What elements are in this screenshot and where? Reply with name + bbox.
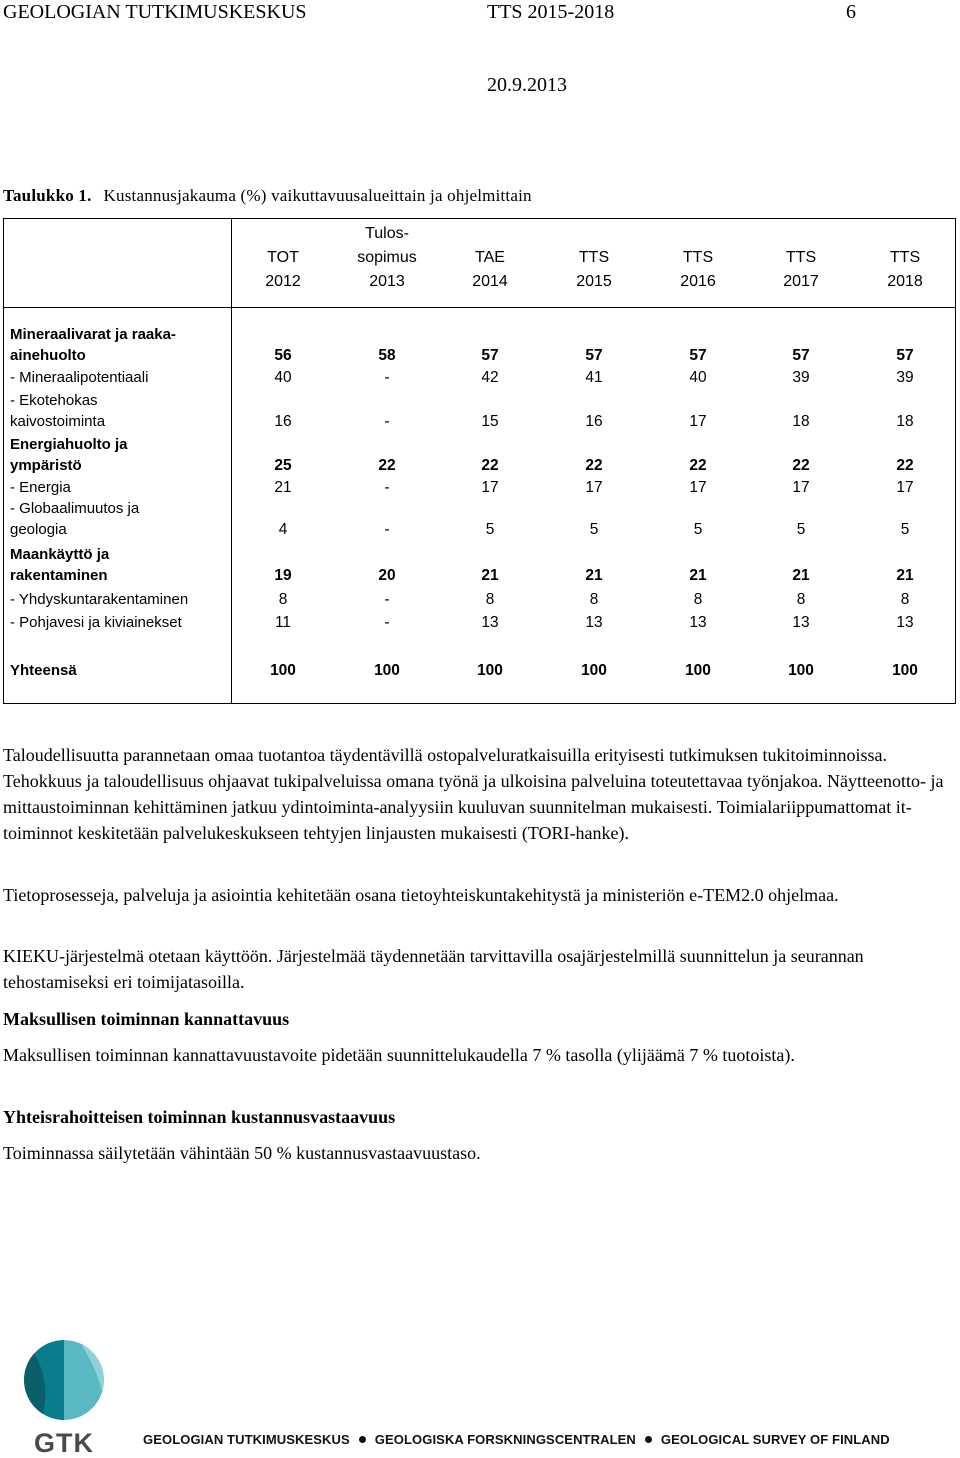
column-header-year: 2015	[576, 273, 612, 290]
row-label: - Globaalimuutos ja	[10, 500, 140, 517]
row-label: Maankäyttö ja	[10, 546, 110, 563]
table-cell: 22	[792, 457, 810, 474]
table-cell: -	[384, 479, 390, 496]
row-label: kaivostoiminta	[10, 413, 106, 430]
table-cell: 17	[689, 479, 707, 496]
row-label: - Yhdyskuntarakentaminen	[10, 591, 189, 608]
table-cell: 22	[689, 457, 707, 474]
footer-org-sv: GEOLOGISKA FORSKNINGSCENTRALEN	[374, 1432, 636, 1447]
globe-icon	[22, 1340, 106, 1420]
table-cell: 19	[274, 567, 292, 584]
row-label: - Pohjavesi ja kiviainekset	[10, 614, 182, 631]
table-cell: 5	[900, 521, 910, 538]
column-header-name: TTS	[785, 249, 817, 266]
table-cell: 5	[796, 521, 806, 538]
column-header-name: TTS	[682, 249, 714, 266]
table-cell: -	[384, 591, 390, 608]
header-org: GEOLOGIAN TUTKIMUSKESKUS	[3, 1, 307, 23]
table-cell: 100	[477, 662, 503, 679]
table-cell: 57	[896, 347, 914, 364]
column-header-name: sopimus	[357, 249, 417, 266]
table-cell: 17	[689, 413, 707, 430]
bullet-icon	[359, 1436, 366, 1443]
paragraph-paid-activity: Maksullisen toiminnan kannattavuustavoite pidetään suunnittelukaudella 7 % tasolla (ylijäämä 7 % tuotoista).	[3, 1045, 795, 1065]
paragraph-kieku: KIEKU-järjestelmä otetaan käyttöön. Järjestelmää täydennetään tarvittavilla osajärjestelmillä suunnittelun ja seurannan tehostamiseksi eri toimijatasoilla.	[3, 946, 864, 992]
heading-paid-activity: Maksullisen toiminnan kannattavuus	[3, 1009, 290, 1029]
table-cell: 22	[896, 457, 914, 474]
column-header-year: 2016	[680, 273, 716, 290]
row-label: - Energia	[10, 479, 71, 496]
table-cell: 57	[481, 347, 499, 364]
table-cell: 42	[481, 369, 499, 386]
table-cell: 21	[585, 567, 603, 584]
table-cell: 18	[792, 413, 810, 430]
column-header-name: TOT	[267, 249, 299, 266]
column-header-year: 2014	[472, 273, 508, 290]
table-cell: 17	[481, 479, 499, 496]
table-cell: 13	[689, 614, 707, 631]
table-cell: 39	[792, 369, 810, 386]
table-cell: 22	[378, 457, 396, 474]
table-cell: 21	[689, 567, 707, 584]
bullet-icon	[645, 1436, 652, 1443]
column-header-year: 2013	[369, 273, 405, 290]
table-cell: 21	[481, 567, 499, 584]
table-caption-label: Taulukko 1.	[3, 186, 92, 205]
table-caption	[3, 186, 532, 206]
column-header-line0: Tulos-	[365, 225, 409, 242]
table-cell: 5	[693, 521, 703, 538]
row-label: Mineraalivarat ja raaka-	[10, 326, 176, 343]
table-divider-horizontal	[4, 307, 955, 308]
table-cell: 21	[896, 567, 914, 584]
table-cell: 5	[589, 521, 599, 538]
header-page-number: 6	[846, 1, 856, 23]
table-cell: 8	[796, 591, 806, 608]
table-cell: 100	[581, 662, 607, 679]
table-caption-text: Kustannusjakauma (%) vaikuttavuusalueittain ja ohjelmittain	[103, 186, 532, 205]
table-cell: 21	[792, 567, 810, 584]
table-cell: 20	[378, 567, 396, 584]
paragraph-co-funded-activity: Toiminnassa säilytetään vähintään 50 % kustannusvastaavuustaso.	[3, 1143, 481, 1163]
column-header-name: TAE	[475, 249, 505, 266]
column-header-year: 2018	[887, 273, 923, 290]
table-cell: 13	[896, 614, 914, 631]
table-cell: 57	[585, 347, 603, 364]
table-cell: 21	[274, 479, 292, 496]
table-cell: -	[384, 521, 390, 538]
footer-org-fi: GEOLOGIAN TUTKIMUSKESKUS	[143, 1432, 350, 1447]
table-cell: 8	[278, 591, 288, 608]
row-label: rakentaminen	[10, 567, 108, 584]
table-cell: 40	[274, 369, 292, 386]
table-cell: 8	[485, 591, 495, 608]
table-cell: 17	[792, 479, 810, 496]
table-cell: 18	[896, 413, 914, 430]
footer-organization-names	[143, 1432, 890, 1447]
table-cell: 25	[274, 457, 292, 474]
table-cell: 56	[274, 347, 292, 364]
table-cell: 22	[585, 457, 603, 474]
column-header-year: 2017	[783, 273, 819, 290]
table-cell: -	[384, 614, 390, 631]
table-cell: 16	[274, 413, 292, 430]
table-cell: 41	[585, 369, 603, 386]
header-program: TTS 2015-2018	[487, 1, 615, 23]
table-cell: 4	[278, 521, 288, 538]
heading-co-funded-activity: Yhteisrahoitteisen toiminnan kustannusvastaavuus	[3, 1107, 396, 1127]
table-cell: 39	[896, 369, 914, 386]
svg-text:GTK: GTK	[34, 1428, 94, 1458]
row-label: Energiahuolto ja	[10, 436, 128, 453]
row-label: Yhteensä	[10, 662, 77, 679]
table-cell: 8	[693, 591, 703, 608]
table-cell: -	[384, 369, 390, 386]
table-cell: 8	[900, 591, 910, 608]
table-cell: 5	[485, 521, 495, 538]
table-cell: 100	[374, 662, 400, 679]
gtk-logo	[22, 1340, 106, 1458]
row-label: ainehuolto	[10, 347, 86, 364]
table-cell: 58	[378, 347, 396, 364]
row-label: - Ekotehokas	[10, 392, 98, 409]
table-cell: 40	[689, 369, 707, 386]
table-cell: 100	[685, 662, 711, 679]
paragraph-efficiency: Taloudellisuutta parannetaan omaa tuotantoa täydentävillä ostopalveluratkaisuilla erityisesti tutkimuksen tukitoiminnoissa. Tehokkuus ja taloudellisuus ohjaavat tukipalveluissa omana työnä ja ulkoisina palveluina toteutettavaa työnjakoa. Näytteenotto- ja mittaustoiminnan kehittäminen jatkuu ydintoiminta-analyysiin kuuluvan suunnitelman mukaisesti. Toimialariippumattomat it-toiminnot keskitetään palvelukeskukseen tehtyjen linjausten mukaisesti (TORI-hanke).	[3, 745, 944, 843]
column-header-name: TTS	[578, 249, 610, 266]
row-label: - Mineraalipotentiaali	[10, 369, 149, 386]
table-cell: -	[384, 413, 390, 430]
table-cell: 57	[689, 347, 707, 364]
footer-org-en: GEOLOGICAL SURVEY OF FINLAND	[660, 1432, 890, 1447]
table-cell: 17	[585, 479, 603, 496]
paragraph-information-processes: Tietoprosesseja, palveluja ja asiointia kehitetään osana tietoyhteiskuntakehitystä ja ministeriön e-TEM2.0 ohjelmaa.	[3, 885, 839, 905]
table-cell: 13	[481, 614, 499, 631]
table-cell: 13	[585, 614, 603, 631]
table-cell: 16	[585, 413, 603, 430]
table-cell: 13	[792, 614, 810, 631]
table-cell: 8	[589, 591, 599, 608]
row-label: ympäristö	[10, 457, 82, 474]
header-date: 20.9.2013	[487, 74, 567, 96]
table-cell: 100	[270, 662, 296, 679]
table-cell: 11	[274, 614, 292, 631]
table-cell: 22	[481, 457, 499, 474]
column-header-name: TTS	[889, 249, 921, 266]
table-cell: 17	[896, 479, 914, 496]
table-divider-vertical	[231, 219, 232, 703]
table-cell: 15	[481, 413, 499, 430]
cost-distribution-table	[3, 218, 956, 704]
table-cell: 100	[892, 662, 918, 679]
row-label: geologia	[10, 521, 67, 538]
column-header-year: 2012	[265, 273, 301, 290]
table-cell: 57	[792, 347, 810, 364]
table-cell: 100	[788, 662, 814, 679]
